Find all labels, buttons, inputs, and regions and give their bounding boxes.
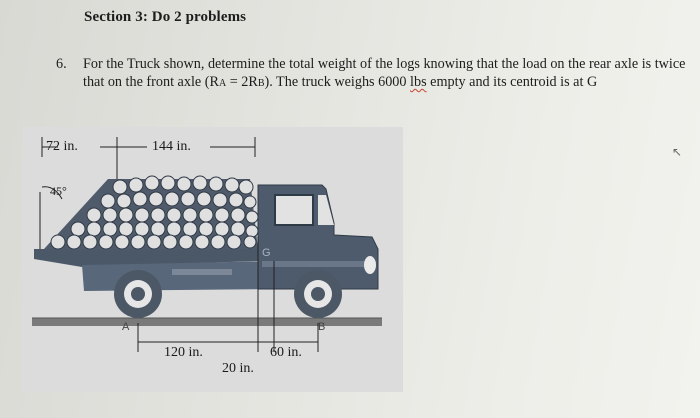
lbs-unit: lbs <box>410 74 427 90</box>
dim-60-label: 60 in. <box>270 345 302 360</box>
dim-120-label: 120 in. <box>164 345 203 360</box>
front-wheel <box>294 270 342 318</box>
dim-72-label: 72 in. <box>46 139 78 154</box>
headlight <box>364 256 376 274</box>
point-g-label: G <box>262 247 271 259</box>
point-b-label: B <box>318 321 326 333</box>
cab-window-left <box>275 195 313 225</box>
problem-text-part3: ). The truck weighs 6000 <box>264 74 411 90</box>
problem-text <box>83 55 696 93</box>
ground <box>32 318 382 326</box>
rear-wheel <box>114 270 162 318</box>
problem-text-part4: empty and its centroid is at G <box>426 74 598 90</box>
problem-number: 6. <box>56 56 67 72</box>
section-title: Section 3: Do 2 problems <box>84 9 247 25</box>
subscript-a: A <box>218 78 227 89</box>
problem-text-part1: For the Truck shown, determine the total weight of the logs knowing that the load on the rear axle is twice that on the front axle (R <box>83 56 686 90</box>
subscript-b: B <box>257 78 265 89</box>
problem-text-part2: = 2R <box>226 74 258 90</box>
truck-body <box>82 261 280 291</box>
truck-figure <box>22 127 403 392</box>
problem-statement <box>56 55 696 93</box>
cab-window-right <box>318 195 334 225</box>
dim-20-label: 20 in. <box>222 361 254 376</box>
dim-144-label: 144 in. <box>152 139 191 154</box>
margin-arrow-icon: ↖ <box>672 145 683 159</box>
point-a-label: A <box>122 321 130 333</box>
truck-diagram <box>22 127 403 392</box>
angle-label: 45° <box>50 184 67 198</box>
